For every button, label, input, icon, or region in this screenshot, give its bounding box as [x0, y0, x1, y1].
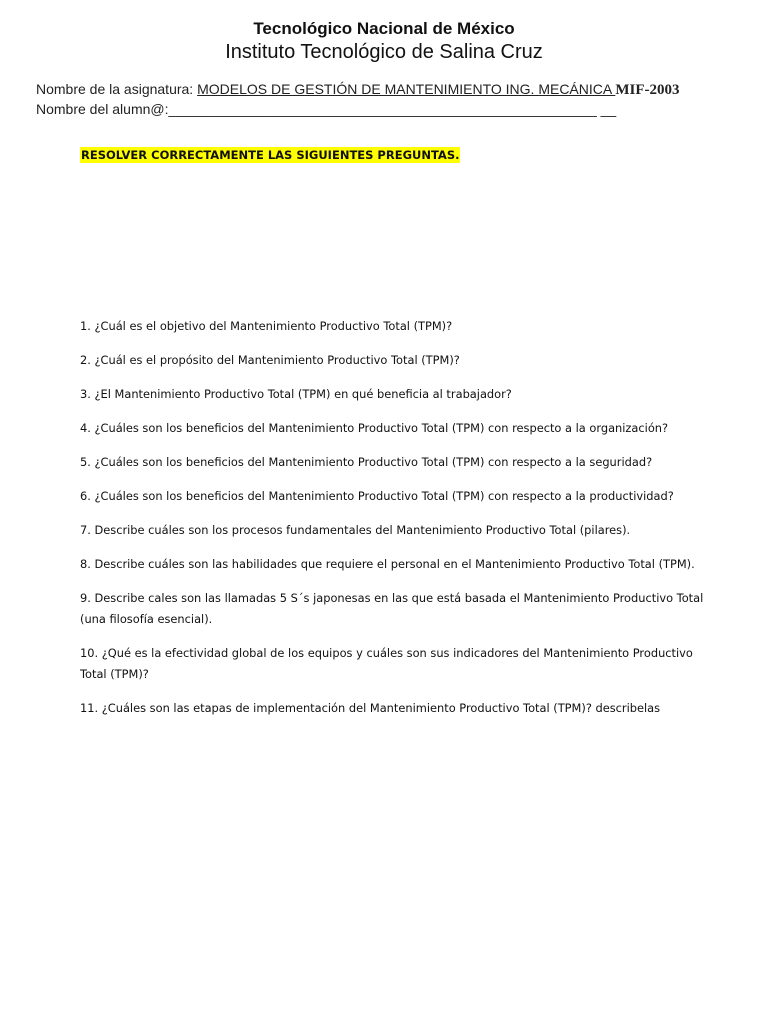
question-item: 10. ¿Qué es la efectividad global de los equipos y cuáles son sus indicadores del Mantenimiento Productivo Total (TPM)?	[80, 646, 693, 681]
question-item: 4. ¿Cuáles son los beneficios del Mantenimiento Productivo Total (TPM) con respecto a la organización?	[80, 421, 669, 435]
course-code: MIF-2003	[615, 82, 680, 98]
subject-label: Nombre de la asignatura:	[36, 81, 198, 97]
question-item: 5. ¿Cuáles son los beneficios del Mantenimiento Productivo Total (TPM) con respecto a la seguridad?	[80, 455, 653, 469]
form-fields	[36, 80, 736, 119]
student-label: Nombre del alumn@:	[36, 101, 169, 117]
institution-name: Tecnológico Nacional de México	[253, 19, 515, 38]
question-item: 6. ¿Cuáles son los beneficios del Mantenimiento Productivo Total (TPM) con respecto a la productividad?	[80, 489, 674, 503]
question-item: 3. ¿El Mantenimiento Productivo Total (TPM) en qué beneficia al trabajador?	[80, 387, 512, 401]
campus-name: Instituto Tecnológico de Salina Cruz	[225, 41, 543, 63]
student-name-blank-end: __	[600, 101, 617, 117]
question-item: 11. ¿Cuáles son las etapas de implementación del Mantenimiento Productivo Total (TPM)? describelas	[80, 701, 661, 715]
document-header	[0, 18, 768, 64]
question-item: 7. Describe cuáles son los procesos fundamentales del Mantenimiento Productivo Total (pilares).	[80, 523, 631, 537]
question-item: 1. ¿Cuál es el objetivo del Mantenimiento Productivo Total (TPM)?	[80, 319, 453, 333]
student-name-blank: _______________________________________________________	[168, 101, 597, 117]
subject-value: MODELOS DE GESTIÓN DE MANTENIMIENTO ING. MECÁNICA	[197, 81, 616, 97]
question-list	[80, 316, 720, 732]
instruction-highlight: RESOLVER CORRECTAMENTE LAS SIGUIENTES PREGUNTAS.	[81, 148, 460, 162]
student-line	[36, 100, 736, 119]
question-item: 9. Describe cales son las llamadas 5 S´s japonesas en las que está basada el Mantenimiento Productivo Total (una filosofía esencial).	[80, 591, 704, 626]
question-item: 2. ¿Cuál es el propósito del Mantenimiento Productivo Total (TPM)?	[80, 353, 460, 367]
question-item: 8. Describe cuáles son las habilidades que requiere el personal en el Mantenimiento Productivo Total (TPM).	[80, 557, 695, 571]
subject-line	[36, 80, 736, 100]
